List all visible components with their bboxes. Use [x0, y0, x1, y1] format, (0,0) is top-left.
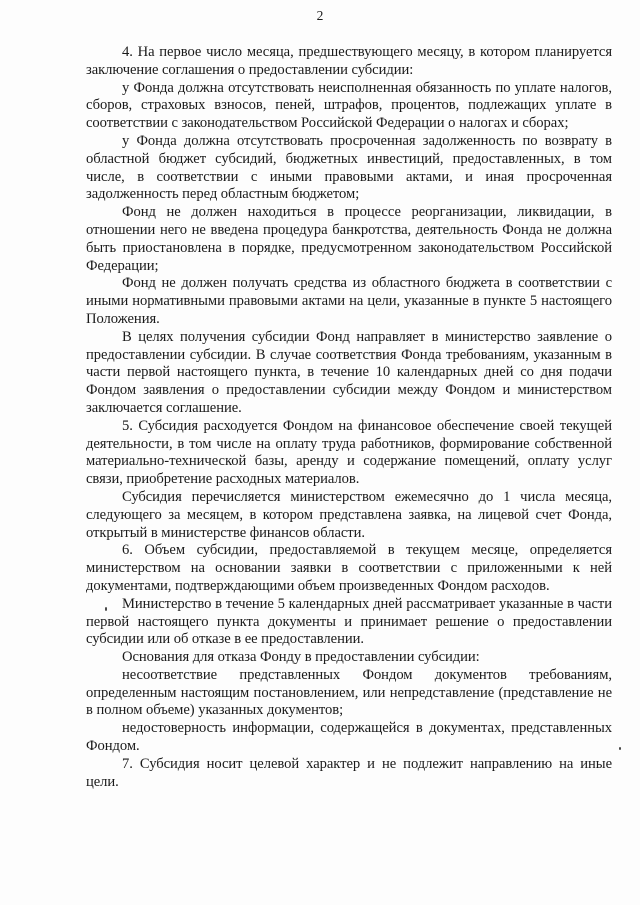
- paragraph-item-5: 5. Субсидия расходуется Фондом на финансовое обеспечение своей текущей деятельности, в том числе на оплату труда работников, формирование собственной материально-технической базы, аренду и содержание помещений, оплату услуг связи, приобретение расходных материалов.: [86, 417, 612, 488]
- page-number: 2: [316, 8, 324, 23]
- paragraph-item-4: 4. На первое число месяца, предшествующего месяцу, в котором планируется заключение соглашения о предоставлении субсидии:: [86, 44, 612, 78]
- paragraph-item-7: 7. Субсидия носит целевой характер и не подлежит направлению на иные цели.: [86, 755, 612, 790]
- paragraph-no-other-funds: Фонд не должен получать средства из областного бюджета в соответствии с иными нормативными правовыми актами на цели, указанные в пункте 5 настоящего Положения.: [86, 275, 612, 327]
- scan-speck: [105, 607, 107, 611]
- document-body: [86, 44, 612, 791]
- paragraph-nonconformity: несоответствие представленных Фондом документов требованиям, определенным настоящим постановлением, или непредставление (представление не в полном объеме) указанных документов;: [86, 666, 612, 719]
- paragraph-refusal-grounds: Основания для отказа Фонду в предоставлении субсидии:: [122, 649, 480, 666]
- paragraph-no-reorganization: Фонд не должен находиться в процессе реорганизации, ликвидации, в отношении него не введена процедура банкротства, деятельность Фонда не должна быть приостановлена в порядке, предусмотренном законодательством Российской Федерации;: [86, 204, 612, 274]
- paragraph-unreliable-info: недостоверность информации, содержащейся в документах, представленных Фондом.: [86, 720, 612, 755]
- paragraph-application: В целях получения субсидии Фонд направляет в министерство заявление о предоставлении субсидии. В случае соответствия Фонда требованиям, указанным в части первой настоящего пункта, в течение 10 календарных дней со дня подачи Фондом заявления о предоставлении субсидии между Фондом и министерством заключается соглашение.: [86, 328, 612, 416]
- paragraph-item-6: 6. Объем субсидии, предоставляемой в текущем месяце, определяется министерством на основании заявки в соответствии с приложенными к ней документами, подтверждающими объем произведенных Фондом расходов.: [86, 542, 612, 594]
- paragraph-no-tax-debt: у Фонда должна отсутствовать неисполненная обязанность по уплате налогов, сборов, страховых взносов, пеней, штрафов, процентов, подлежащих уплате в соответствии с законодательством Российской Федерации о налогах и сборах;: [86, 79, 612, 132]
- paragraph-transfer: Субсидия перечисляется министерством ежемесячно до 1 числа месяца, следующего за месяцем, в котором представлена заявка, на лицевой счет Фонда, открытый в министерстве финансов области.: [86, 488, 612, 541]
- paragraph-no-overdue-debt: у Фонда должна отсутствовать просроченная задолженность по возврату в областной бюджет субсидий, бюджетных инвестиций, предоставленных, в том числе, в соответствии с иными правовыми актами, и иная просроченная задолженность перед областным бюджетом;: [86, 132, 612, 203]
- scan-speck: [619, 747, 621, 750]
- paragraph-review: Министерство в течение 5 календарных дней рассматривает указанные в части первой настоящего пункта документы и принимает решение о предоставлении субсидии или об отказе в ее предоставлении.: [86, 595, 612, 648]
